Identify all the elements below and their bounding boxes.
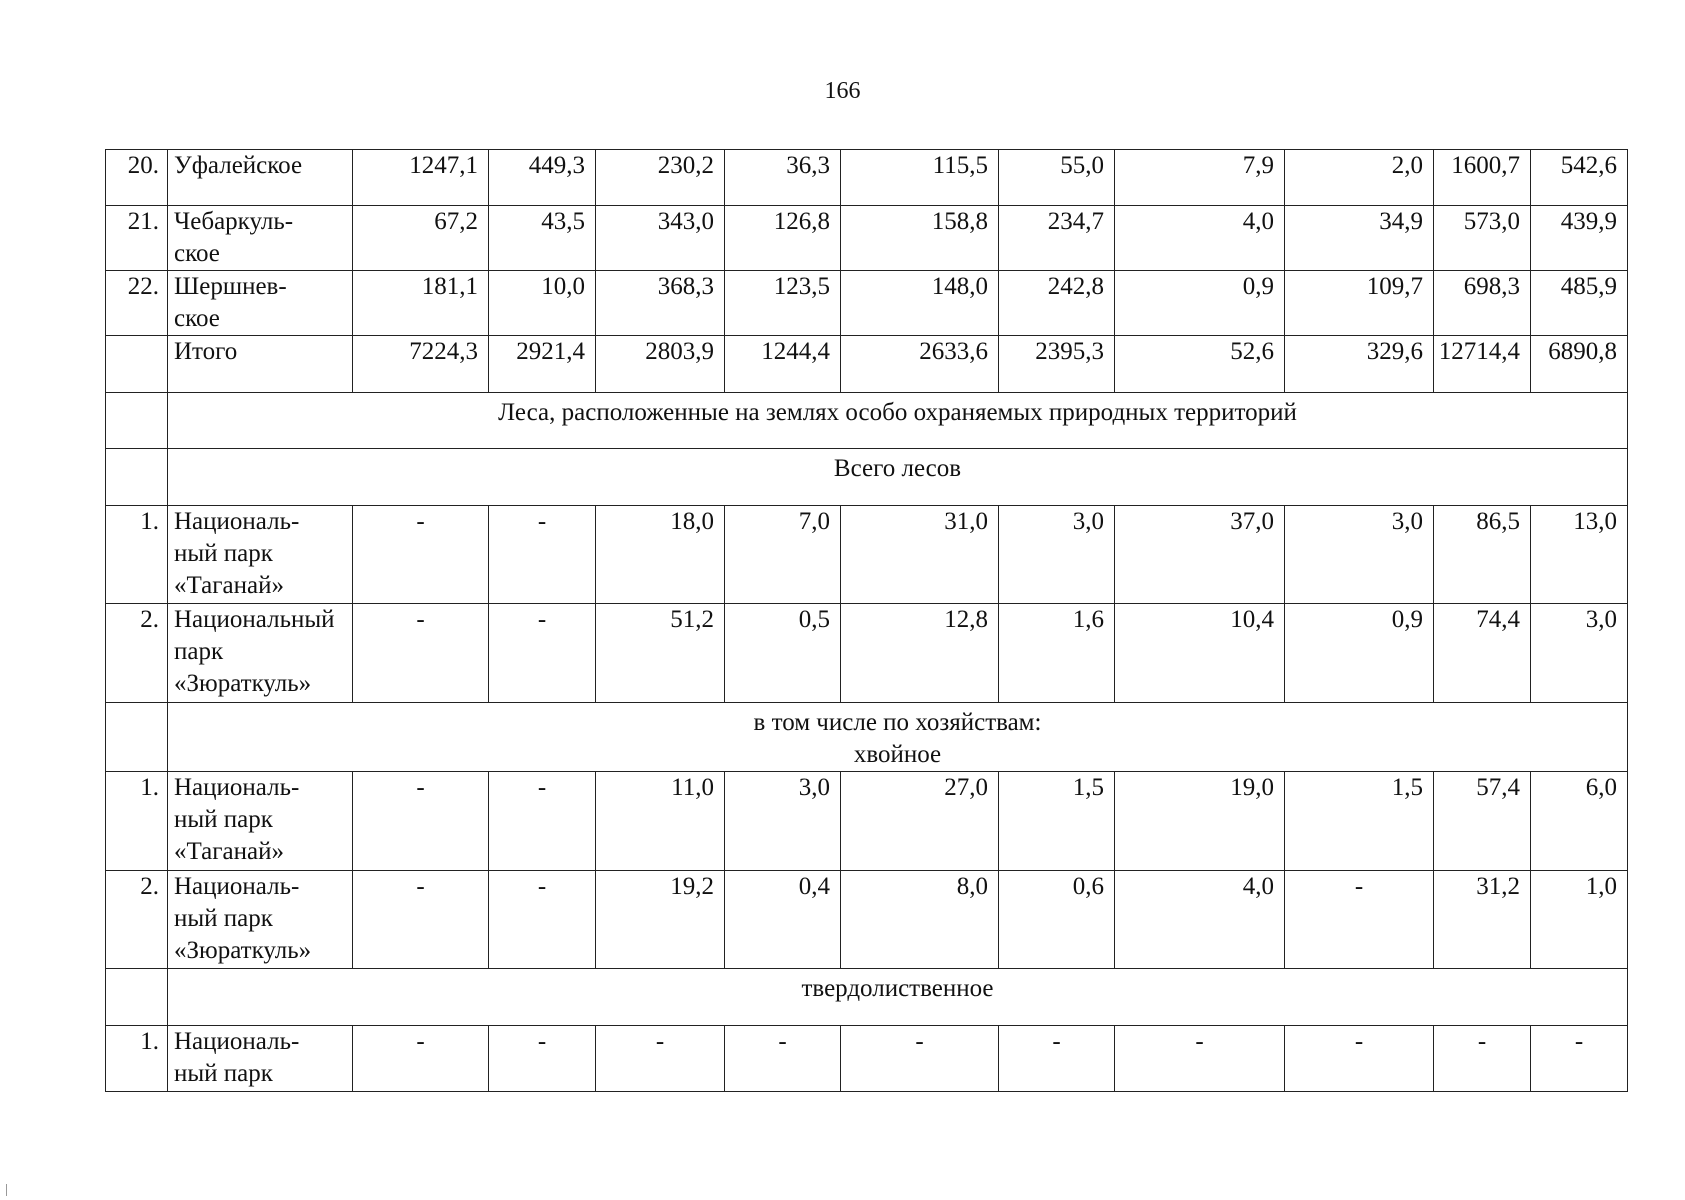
value-cell: 2,0 (1285, 150, 1434, 206)
forestry-name: Уфалейское (168, 150, 353, 206)
value-cell: - (489, 506, 596, 604)
row-index (106, 336, 168, 393)
value-cell: 31,2 (1434, 871, 1531, 969)
value-cell: - (999, 1026, 1115, 1092)
value-cell: 1,6 (999, 604, 1115, 703)
table-row (106, 271, 1628, 336)
value-cell: 109,7 (1285, 271, 1434, 336)
value-cell: 6,0 (1531, 772, 1628, 871)
value-cell: 368,3 (596, 271, 725, 336)
value-cell: 2395,3 (999, 336, 1115, 393)
value-cell: 31,0 (841, 506, 999, 604)
value-cell: 329,6 (1285, 336, 1434, 393)
value-cell: 12714,4 (1434, 336, 1531, 393)
value-cell: 43,5 (489, 206, 596, 271)
table-body (106, 150, 1628, 1092)
value-cell: 4,0 (1115, 206, 1285, 271)
section-heading: Леса, расположенные на землях особо охраняемых природных территорий (168, 393, 1628, 449)
value-cell: - (725, 1026, 841, 1092)
table-row (106, 772, 1628, 871)
section-row (106, 393, 1628, 449)
value-cell: 123,5 (725, 271, 841, 336)
value-cell: 2921,4 (489, 336, 596, 393)
value-cell: 230,2 (596, 150, 725, 206)
value-cell: 542,6 (1531, 150, 1628, 206)
value-cell: 86,5 (1434, 506, 1531, 604)
table-row (106, 206, 1628, 271)
value-cell: - (353, 506, 489, 604)
forestry-name: Националь- ный парк «Таганай» (168, 772, 353, 871)
section-heading: твердолиственное (168, 969, 1628, 1026)
row-index: 1. (106, 1026, 168, 1092)
scan-edge-mark (6, 1184, 7, 1196)
value-cell: 7224,3 (353, 336, 489, 393)
section-heading: в том числе по хозяйствам: хвойное (168, 703, 1628, 772)
forest-data-table (105, 149, 1628, 1092)
forestry-name: Итого (168, 336, 353, 393)
value-cell: 1247,1 (353, 150, 489, 206)
value-cell: - (489, 871, 596, 969)
value-cell: - (489, 604, 596, 703)
section-heading: Всего лесов (168, 449, 1628, 506)
value-cell: - (353, 772, 489, 871)
forestry-name: Национальный парк «Зюраткуль» (168, 604, 353, 703)
value-cell: 10,4 (1115, 604, 1285, 703)
value-cell: 3,0 (999, 506, 1115, 604)
value-cell: 1,5 (999, 772, 1115, 871)
table-row (106, 150, 1628, 206)
value-cell: 148,0 (841, 271, 999, 336)
forestry-name: Чебаркуль- ское (168, 206, 353, 271)
value-cell: - (1285, 1026, 1434, 1092)
value-cell: 2803,9 (596, 336, 725, 393)
value-cell: - (353, 604, 489, 703)
value-cell: 7,0 (725, 506, 841, 604)
section-row (106, 703, 1628, 772)
value-cell: - (1285, 871, 1434, 969)
value-cell: 181,1 (353, 271, 489, 336)
value-cell: 242,8 (999, 271, 1115, 336)
value-cell: 13,0 (1531, 506, 1628, 604)
value-cell: 126,8 (725, 206, 841, 271)
table-row (106, 336, 1628, 393)
value-cell: 55,0 (999, 150, 1115, 206)
value-cell: 51,2 (596, 604, 725, 703)
value-cell: - (353, 1026, 489, 1092)
row-index: 1. (106, 772, 168, 871)
value-cell: 27,0 (841, 772, 999, 871)
forestry-name: Националь- ный парк «Зюраткуль» (168, 871, 353, 969)
value-cell: 3,0 (1531, 604, 1628, 703)
value-cell: 343,0 (596, 206, 725, 271)
value-cell: - (1115, 1026, 1285, 1092)
value-cell: - (489, 1026, 596, 1092)
value-cell: 1244,4 (725, 336, 841, 393)
value-cell: 18,0 (596, 506, 725, 604)
value-cell: 0,9 (1285, 604, 1434, 703)
value-cell: 0,6 (999, 871, 1115, 969)
value-cell: - (841, 1026, 999, 1092)
value-cell: 19,0 (1115, 772, 1285, 871)
value-cell: 158,8 (841, 206, 999, 271)
forestry-name: Националь- ный парк «Таганай» (168, 506, 353, 604)
section-row (106, 969, 1628, 1026)
value-cell: 57,4 (1434, 772, 1531, 871)
row-index: 2. (106, 871, 168, 969)
row-index: 22. (106, 271, 168, 336)
value-cell: 0,9 (1115, 271, 1285, 336)
value-cell: - (596, 1026, 725, 1092)
value-cell: 11,0 (596, 772, 725, 871)
value-cell: 439,9 (1531, 206, 1628, 271)
value-cell: 0,5 (725, 604, 841, 703)
forestry-name: Шершнев- ское (168, 271, 353, 336)
value-cell: 67,2 (353, 206, 489, 271)
table-row (106, 506, 1628, 604)
value-cell: 449,3 (489, 150, 596, 206)
forestry-name: Националь- ный парк (168, 1026, 353, 1092)
value-cell: - (489, 772, 596, 871)
value-cell: 12,8 (841, 604, 999, 703)
value-cell: - (1434, 1026, 1531, 1092)
value-cell: 1,0 (1531, 871, 1628, 969)
value-cell: 19,2 (596, 871, 725, 969)
row-index: 1. (106, 506, 168, 604)
table-row (106, 1026, 1628, 1092)
value-cell: 2633,6 (841, 336, 999, 393)
section-index-cell (106, 449, 168, 506)
table-row (106, 871, 1628, 969)
row-index: 21. (106, 206, 168, 271)
value-cell: 0,4 (725, 871, 841, 969)
value-cell: 7,9 (1115, 150, 1285, 206)
value-cell: 6890,8 (1531, 336, 1628, 393)
row-index: 20. (106, 150, 168, 206)
value-cell: 698,3 (1434, 271, 1531, 336)
page-number: 166 (824, 78, 861, 104)
value-cell: 74,4 (1434, 604, 1531, 703)
value-cell: 1600,7 (1434, 150, 1531, 206)
value-cell: 4,0 (1115, 871, 1285, 969)
value-cell: 485,9 (1531, 271, 1628, 336)
section-index-cell (106, 969, 168, 1026)
row-index: 2. (106, 604, 168, 703)
section-index-cell (106, 393, 168, 449)
value-cell: - (353, 871, 489, 969)
value-cell: 36,3 (725, 150, 841, 206)
value-cell: 573,0 (1434, 206, 1531, 271)
table-row (106, 604, 1628, 703)
value-cell: 234,7 (999, 206, 1115, 271)
value-cell: 1,5 (1285, 772, 1434, 871)
value-cell: 3,0 (1285, 506, 1434, 604)
value-cell: 34,9 (1285, 206, 1434, 271)
section-index-cell (106, 703, 168, 772)
value-cell: 10,0 (489, 271, 596, 336)
value-cell: 52,6 (1115, 336, 1285, 393)
value-cell: 37,0 (1115, 506, 1285, 604)
value-cell: 8,0 (841, 871, 999, 969)
value-cell: - (1531, 1026, 1628, 1092)
section-row (106, 449, 1628, 506)
value-cell: 115,5 (841, 150, 999, 206)
value-cell: 3,0 (725, 772, 841, 871)
